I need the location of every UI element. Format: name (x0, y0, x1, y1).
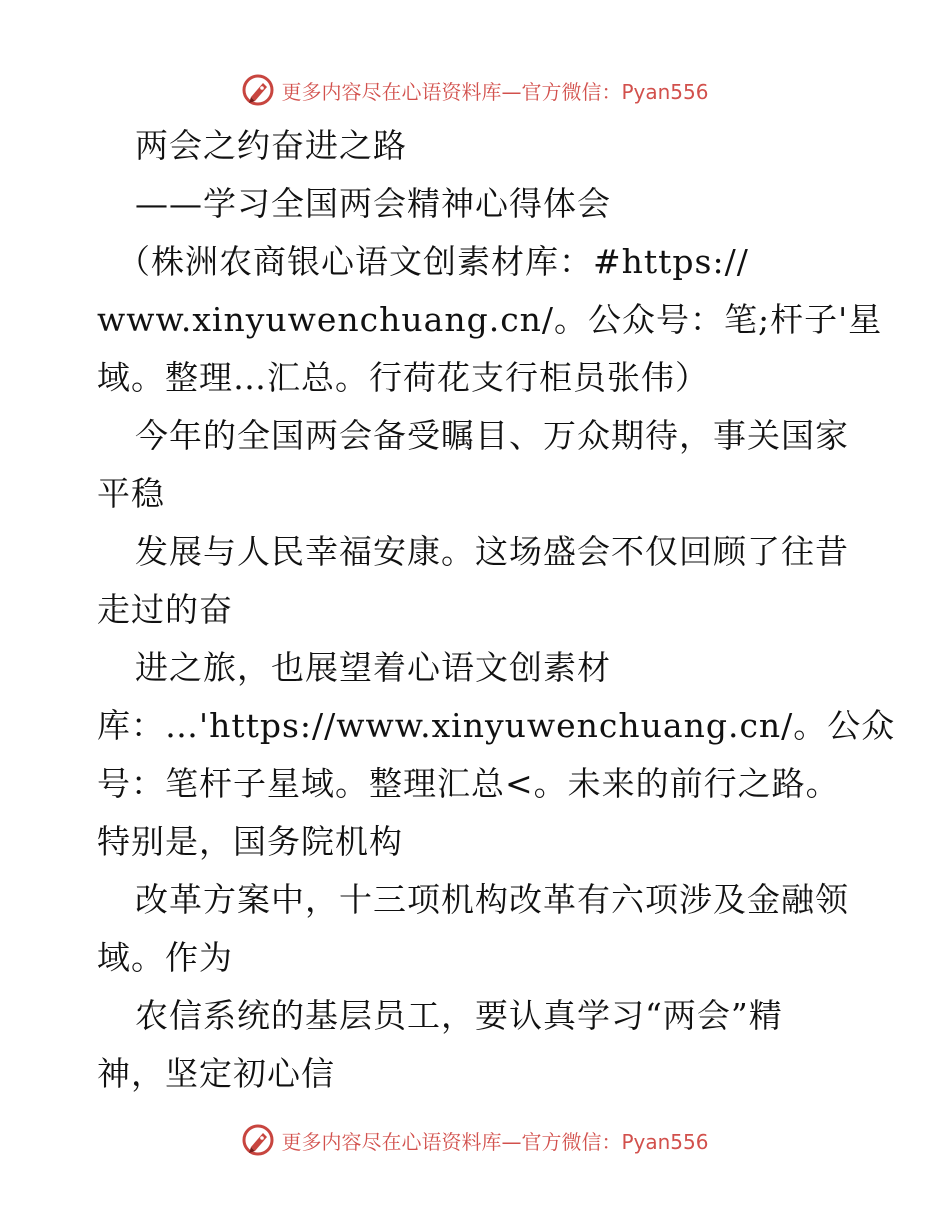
doc-line: www.xinyuwenchuang.cn/。公众号：笔;杆子'星 (97, 300, 883, 339)
doc-line: 域。作为 (97, 938, 233, 977)
doc-line: 农信系统的基层员工，要认真学习“两会”精 (135, 996, 783, 1035)
document-body (97, 117, 896, 1103)
doc-title: 两会之约奋进之路 (135, 126, 407, 165)
doc-line: 域。整理…汇总。行荷花支行柜员张伟） (97, 358, 709, 397)
pen-nib-logo-icon (241, 1123, 275, 1157)
doc-subtitle: ——学习全国两会精神心得体会 (135, 184, 611, 223)
header-watermark-text: 更多内容尽在心语资料库—官方微信：Pyan556 (281, 79, 709, 104)
doc-line: （株洲农商银心语文创素材库：#https:// (117, 242, 749, 281)
footer-watermark-banner (0, 1120, 950, 1160)
doc-line: 进之旅，也展望着心语文创素材 (135, 648, 611, 687)
header-watermark-banner (0, 70, 950, 110)
doc-line: 改革方案中，十三项机构改革有六项涉及金融领 (135, 880, 849, 919)
doc-line: 库：…'https://www.xinyuwenchuang.cn/。公众 (97, 706, 896, 745)
doc-line: 走过的奋 (97, 590, 233, 629)
pen-nib-logo-icon (241, 73, 275, 107)
doc-line: 号：笔杆子星域。整理汇总<。未来的前行之路。 (97, 764, 840, 803)
doc-line: 发展与人民幸福安康。这场盛会不仅回顾了往昔 (135, 532, 849, 571)
footer-watermark-text: 更多内容尽在心语资料库—官方微信：Pyan556 (281, 1129, 709, 1154)
doc-line: 今年的全国两会备受瞩目、万众期待，事关国家 (135, 416, 849, 455)
doc-line: 平稳 (97, 474, 165, 513)
doc-line: 神，坚定初心信 (97, 1054, 335, 1093)
doc-line: 特别是，国务院机构 (97, 822, 403, 861)
